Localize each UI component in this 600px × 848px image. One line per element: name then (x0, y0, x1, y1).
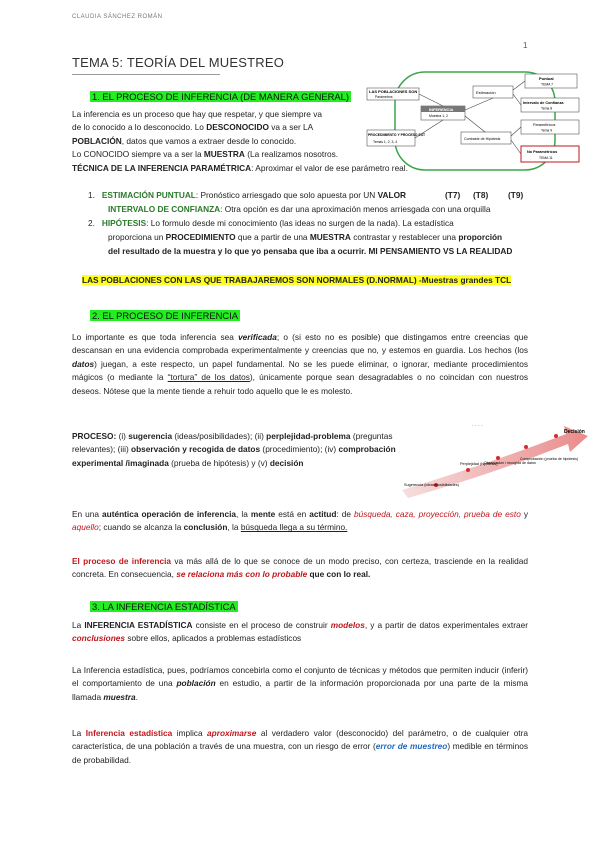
s2-paragraph-3: El proceso de inferencia va más allá de lo que se conoce de un modo preciso, con certeza, trasciende en la realidad concreta. En consecuencia, se relaciona más con lo probable que con lo real. (72, 556, 528, 580)
section-3-heading-text: 3. LA INFERENCIA ESTADÍSTICA (92, 601, 236, 612)
diagram-no-parametricos-title: No Paramétricos (527, 150, 558, 154)
arrow-label-4: Comprobación (prueba de hipótesis) (520, 457, 579, 461)
s2-paragraph-2: En una auténtica operación de inferencia, la mente está en actitud: de búsqueda, caza, proyección, prueba de esto y aquello; cuando se alcanza la conclusión, la búsqueda llega a su término. (72, 509, 528, 533)
s3-paragraph-2: La Inferencia estadística, pues, podríamos concebirla como el conjunto de técnicas y métodos que permiten inducir (inferir) el comportamiento de una población en estudio, a partir de la información proporcionada por una parte de la misma llamada muestra. (72, 665, 528, 702)
diagram-parametricos-title: Paramétricos (533, 123, 556, 127)
section-3-heading (90, 601, 238, 612)
diagram-poblaciones-title: LAS POBLACIONES SON (369, 89, 418, 94)
normal-populations-note (82, 274, 511, 287)
s3-paragraph-3: La Inferencia estadística implica aproximarse al verdadero valor (desconocido) del parámetro, o de cualquier otra característica, de una población a través de una muestra, con un riesgo de error (error de muestreo) medible en términos de probabilidad. (72, 728, 529, 765)
diagram-inferencia-sub: Muestra 1, 2 (429, 114, 448, 118)
section-2-heading-text: 2. EL PROCESO DE INFERENCIA (92, 310, 239, 321)
s1-tecnica-line: TÉCNICA DE LA INFERENCIA PARAMÉTRICA: Aproximar el valor de ese parámetro real. (72, 163, 408, 173)
section-1-intro (72, 108, 362, 162)
list-item-hipotesis: 2. HIPÓTESIS: Lo formulo desde mi conocimiento (las ideas no surgen de la nada). La estadística (88, 218, 454, 228)
list-item-hipotesis-line-2: proporciona un PROCEDIMIENTO que a partir de una MUESTRA contrastar y restablecer una proporción (108, 232, 503, 242)
process-arrow-diagram (398, 418, 590, 500)
arrow-label-1: Sugerencia (ideas/posibilidades) (404, 483, 459, 487)
diagram-estimacion: Estimación (476, 90, 496, 95)
diagram-contraste: Contraste de Hipótesis (464, 137, 501, 141)
diagram-inferencia-title: INFERENCIA (429, 107, 454, 112)
inference-diagram (355, 66, 585, 176)
arrow-label-5: Decisión (564, 429, 585, 435)
title-underline (72, 74, 220, 75)
diagram-no-parametricos-sub: TEMA 11 (539, 156, 553, 160)
arrow-label-2: Perplejidad (hipótesis) (460, 462, 498, 466)
list-item-estimacion: 1. ESTIMACIÓN PUNTUAL: Pronóstico arriesgado que solo apuesta por UN VALOR (T7) (T8) (T9) (88, 190, 524, 200)
diagram-procedimiento-sub: Temas 1, 2, 3, 4 (373, 140, 398, 144)
s1-line-1: La inferencia es un proceso que hay que respetar, y que siempre va (72, 109, 322, 119)
diagram-puntual-sub: TEMA 7 (541, 82, 554, 87)
process-dot-5 (554, 434, 558, 438)
s2-proceso: PROCESO: (i) sugerencia (ideas/posibilidades); (ii) perplejidad-problema (preguntas relevantes); (iii) observación y recogida de datos (procedimiento); (iv) comprobación experimental /imaginada (prueba de hipótesis) y (v) decisión (72, 431, 396, 468)
diagram-procedimiento-title: PROCEDIMIENTO Y PROCESO EST (368, 133, 426, 137)
s1-line-3: POBLACIÓN, datos que vamos a extraer desde lo conocido. (72, 135, 297, 146)
s1-line-4: Lo CONOCIDO siempre va a ser la MUESTRA (La realizamos nosotros. (72, 149, 339, 160)
page-title: TEMA 5: TEORÍA DEL MUESTREO (72, 55, 285, 70)
diagram-parametricos-sub: Tema 9 (541, 128, 553, 133)
diagram-intervalo-sub: Tema 8 (541, 106, 553, 111)
diagram-poblaciones-sub: Parámetros (375, 95, 393, 99)
diagram-puntual-title: Puntual (539, 76, 554, 81)
list-item-intervalo: INTERVALO DE CONFIANZA: Otra opción es dar una aproximación menos arriesgada con una orquilla (108, 204, 491, 214)
arrow-dots: · · · · (472, 423, 483, 429)
s3-paragraph-1: La INFERENCIA ESTADÍSTICA consiste en el proceso de construir modelos, y a partir de datos experimentales extraer conclusiones sobre ellos, aplicados a problemas estadísticos (72, 620, 528, 644)
section-1-heading (90, 91, 351, 102)
section-1-heading-text: 1. EL PROCESO DE INFERENCIA (DE MANERA GENERAL) (92, 91, 350, 102)
author-name: CLAUDIA SÁNCHEZ ROMÁN (72, 14, 163, 20)
yellow-highlight: LAS POBLACIONES CON LAS QUE TRABAJAREMOS SON NORMALES (D.NORMAL) -Muestras grandes TCL (82, 275, 512, 285)
list-item-hipotesis-line-3: del resultado de la muestra y lo que yo pensaba que iba a ocurrir. MI PENSAMIENTO VS LA REALIDAD (108, 246, 513, 256)
arrow-label-3: Observación / recogida de datos (484, 461, 536, 465)
diagram-intervalo-title: Intervalo de Confianza (523, 101, 564, 105)
section-2-heading (90, 310, 240, 321)
process-dot-2 (466, 468, 470, 472)
page-number: 1 (523, 41, 528, 50)
process-dot-3 (496, 456, 500, 460)
s2-paragraph-1: Lo importante es que toda inferencia sea verificada; o (si esto no es posible) que distingamos entre creencias que descansan en una evidencia comprobada experimentalmente y creencias que no, y estemos en guardia. Los hechos (los datos) juegan, a este respecto, un papel fundamental. No se les puede eliminar, o ignorar, mediante procedimientos mágicos (o mediante la “tortura” de los datos), únicamente porque sean desagradables o no coincidan con nuestros deseos. Nótese que la mente tiende a rehuir todo aquello que le es molesto. (72, 332, 528, 396)
s1-line-2: de lo conocido a lo desconocido. Lo DESCONOCIDO va a ser LA (72, 122, 314, 133)
process-dot-4 (524, 445, 528, 449)
